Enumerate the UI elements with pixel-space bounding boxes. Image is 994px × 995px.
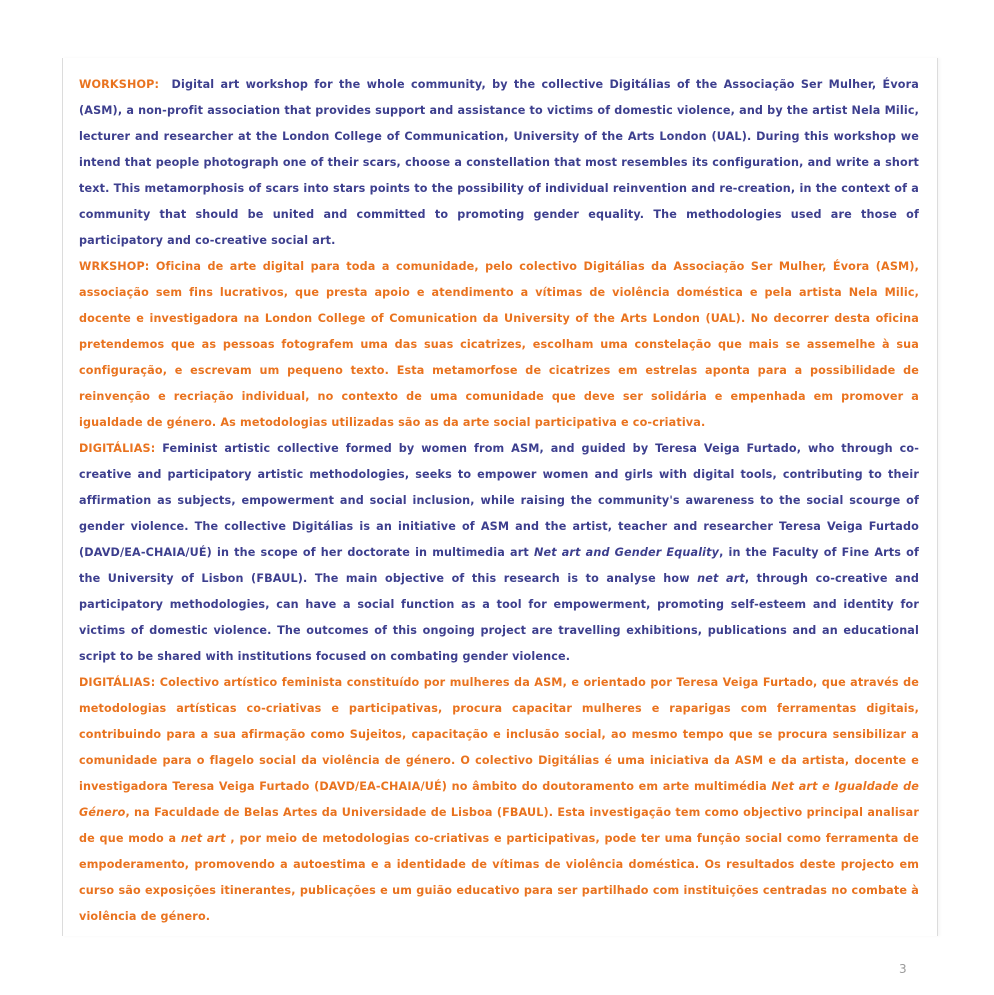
paragraph-text: Digital art workshop for the whole community, by the collective Digitálias of the Associação Ser Mulher, Évora (ASM), a non-profit association that provides support and assistance to victims of domestic violence, and by the artist Nela Milic, lecturer and researcher at the London College of Communication, University of the Arts London (UAL). During this workshop we intend that people photograph one of their scars, choose a constellation that most resembles its configuration, and write a short text. This metamorphosis of scars into stars points to the possibility of individual reinvention and re-creation, in the context of a community that should be united and committed to promoting gender equality. The methodologies used are those of participatory and co-creative social art. bbox=[79, 78, 919, 247]
net-art-italic: net art bbox=[180, 832, 226, 845]
paragraph-label: WRKSHOP: bbox=[79, 260, 150, 273]
paragraph-text: Feminist artistic collective formed by women from ASM, and guided by Teresa Veiga Furtado, who through co-creative and participatory artistic methodologies, seeks to empower women and girls with digital tools, contributing to their affirmation as subjects, empowerment and social inclusion, while raising the community's awareness to the social scourge of gender violence. The collective Digitálias is an initiative of ASM and the artist, teacher and researcher Teresa Veiga Furtado (DAVD/EA-CHAIA/UÉ) in the scope of her doctorate in multimedia art bbox=[79, 442, 920, 559]
paragraph-text: , por meio de metodologias co-criativas e participativas, pode ter uma função social como ferramenta de empoderamento, promovendo a autoestima e a identidade de vítimas de violência doméstica. Os resultados deste projecto em curso são exposições itinerantes, publicações e um guião educativo para ser partilhado com instituições centradas no combate à violência de género. bbox=[79, 832, 919, 923]
paragraph-text: Colectivo artístico feminista constituído por mulheres da ASM, e orientado por Teresa Veiga Furtado, que através de metodologias artísticas co-criativas e participativas, procura capacitar mulheres e raparigas com ferramentas digitais, contribuindo para a sua afirmação como Sujeitos, capacitação e inclusão social, ao mesmo tempo que se procura sensibilizar a comunidade para o flagelo social da violência de género. O colectivo Digitálias é uma iniciativa da ASM e da artista, docente e investigadora Teresa Veiga Furtado (DAVD/EA-CHAIA/UÉ) no âmbito do doutoramento em arte multimédia bbox=[79, 676, 919, 793]
paragraph-text: , in the Faculty of Fine Arts of the University of Lisbon (FBAUL). The main objective of this research is to analyse how bbox=[79, 546, 920, 585]
paragraph-text: , na Faculdade de Belas Artes da Universidade de Lisboa (FBAUL). Esta investigação tem como objectivo principal analisar de que modo a bbox=[79, 806, 919, 845]
thesis-title-italic: Net art and Gender Equality bbox=[533, 546, 720, 559]
workshop-paragraph-pt bbox=[79, 254, 919, 436]
document-body bbox=[79, 72, 919, 930]
paragraph-text: , through co-creative and participatory methodologies, can have a social function as a tool for empowerment, promoting self-esteem and identity for victims of domestic violence. The outcomes of this ongoing project are travelling exhibitions, publications and an educational script to be shared with institutions focused on combating gender violence. bbox=[79, 572, 919, 663]
net-art-italic: net art bbox=[697, 572, 745, 585]
workshop-paragraph-en bbox=[79, 72, 919, 254]
paragraph-label: DIGITÁLIAS: bbox=[79, 442, 156, 455]
paragraph-label: WORKSHOP: bbox=[79, 78, 160, 91]
digitalias-paragraph-en bbox=[79, 436, 919, 670]
paragraph-text: Oficina de arte digital para toda a comunidade, pelo colectivo Digitálias da Associação Ser Mulher, Évora (ASM), associação sem fins lucrativos, que presta apoio e atendimento a vítimas de violência doméstica e pela artista Nela Milic, docente e investigadora na London College of Comunication da University of the Arts London (UAL). No decorrer desta oficina pretendemos que as pessoas fotografem uma das suas cicatrizes, escolham uma constelação que mais se assemelhe à sua configuração, e escrevam um pequeno texto. Esta metamorfose de cicatrizes em estrelas aponta para a possibilidade de reinvenção e recriação individual, no contexto de uma comunidade que deve ser solidária e empenhada em promover a igualdade de género. As metodologias utilizadas são as da arte social participativa e co-criativa. bbox=[79, 260, 919, 429]
thesis-title-italic: Net art e Igualdade de Género bbox=[79, 780, 919, 819]
digitalias-paragraph-pt bbox=[79, 670, 919, 930]
paragraph-label: DIGITÁLIAS: bbox=[79, 676, 156, 689]
page-number: 3 bbox=[899, 962, 907, 976]
